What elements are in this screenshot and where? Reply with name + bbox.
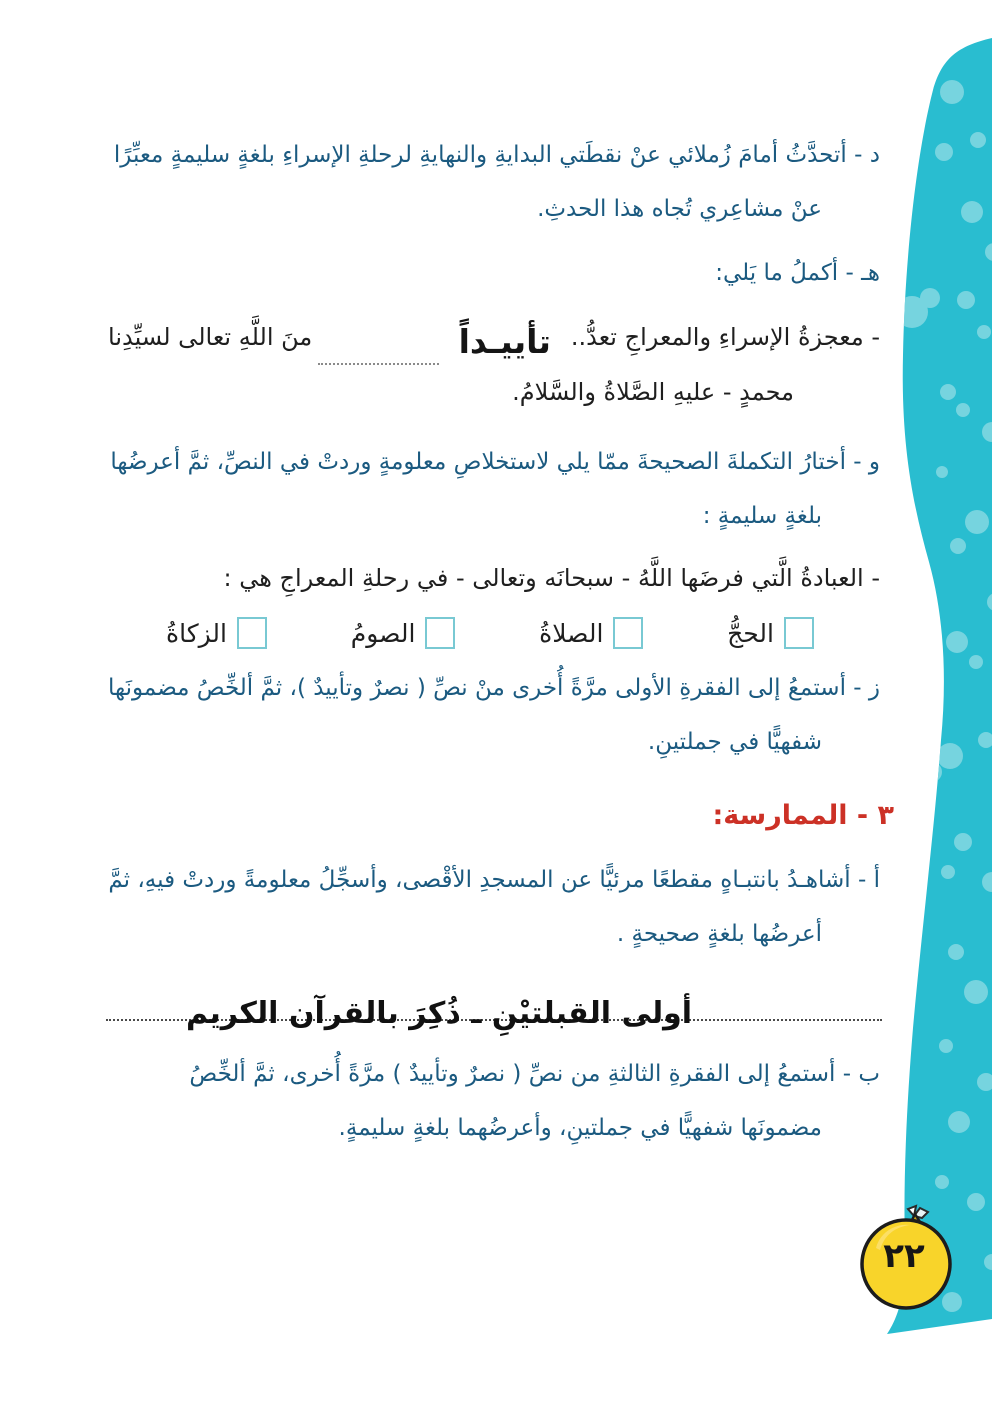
- checkbox-zakat[interactable]: [237, 617, 267, 649]
- exercise-item-h: [108, 246, 880, 300]
- item-marker-d: د -: [854, 142, 880, 168]
- written-answer-handwritten: أولى القبلتيْنِ ـ ذُكِرَ بالقرآن الكريم: [185, 995, 693, 1031]
- practice-section-heading: ٣ - الممارسة:: [712, 800, 894, 832]
- item-marker-h: هـ -: [845, 260, 880, 287]
- choice-option-sawm[interactable]: [351, 617, 456, 649]
- page-number: ٢٢: [883, 1236, 925, 1276]
- exercise-item-w: [108, 435, 880, 543]
- choice-question-prompt: - العبادةُ الَّتي فرضَها اللَّهُ - سبحانَه وتعالى - في رحلةِ المعراجِ هي :: [223, 563, 880, 592]
- exercise-item-d: [108, 128, 880, 236]
- written-answer-line: [108, 971, 880, 1035]
- completion-after: منَ اللَّهِ تعالى لسيِّدِنا: [108, 323, 313, 352]
- exercise-item-b: [108, 1047, 880, 1155]
- item-text-z: أستمعُ إلى الفقرةِ الأولى مرَّةً أُخرى منْ نصِّ ( نصرٌ وتأييدٌ )، ثمَّ ألخِّصُ مضمونَها شفهيًّا في جملتينِ.: [108, 675, 846, 756]
- item-marker-a: أ -: [857, 866, 880, 893]
- checkbox-label-salah: الصلاةُ: [539, 618, 604, 648]
- choice-options-row: [108, 611, 880, 651]
- completion-sentence: [108, 310, 880, 420]
- choice-option-zakat[interactable]: [166, 617, 267, 649]
- item-text-w: أختارُ التكملةَ الصحيحةَ ممّا يلي لاستخلاصِ معلومةٍ وردتْ في النصِّ، ثمَّ أعرضُها بلغةٍ سليمةٍ :: [110, 448, 846, 529]
- choice-option-salah[interactable]: [539, 617, 643, 649]
- completion-line2: محمدٍ - عليهِ الصَّلاةُ والسَّلامُ.: [512, 378, 794, 407]
- checkbox-label-hajj: الحجُّ: [727, 618, 774, 648]
- answer-blank-dots[interactable]: [318, 325, 438, 365]
- item-text-a: أشاهـدُ بانتبـاهٍ مقطعًا مرئيًّا عن المسجدِ الأقْصى، وأسجِّلُ معلومةً وردتْ فيهِ، ثمَّ أعرضُها بلغةٍ صحيحةٍ .: [108, 866, 851, 947]
- completion-answer-handwritten: تأييـداً: [458, 322, 551, 362]
- item-text-h: أكملُ ما يَلي:: [715, 260, 839, 287]
- item-text-b: أستمعُ إلى الفقرةِ الثالثةِ من نصِّ ( نصرٌ وتأييدٌ ) مرَّةً أُخرى، ثمَّ ألخِّصُ مضمونَها شفهيًّا في جملتينِ، وأعرضُهما بلغةٍ سليمةٍ.: [189, 1060, 836, 1142]
- checkbox-sawm[interactable]: [425, 617, 455, 649]
- item-marker-w: و -: [853, 448, 880, 475]
- item-marker-b: ب -: [842, 1060, 880, 1087]
- checkbox-salah-checked[interactable]: [613, 617, 643, 649]
- checkbox-label-sawm: الصومُ: [350, 618, 416, 648]
- exercise-item-z: [108, 661, 880, 769]
- checkbox-hajj[interactable]: [784, 617, 814, 649]
- page-content: [108, 128, 894, 1165]
- item-marker-z: ز -: [853, 675, 880, 701]
- completion-before: - معجزةُ الإسراءِ والمعراجِ تعدُّ..: [570, 323, 880, 352]
- item-text-d: أتحدَّثُ أمامَ زُملائي عنْ نقطَتي البدايةِ والنهايةِ لرحلةِ الإسراءِ بلغةٍ سليمةٍ معبِّرًا عنْ مشاعِري تُجاه هذا الحدثِ.: [113, 142, 847, 223]
- wave-shape: [887, 38, 992, 1334]
- choice-option-hajj[interactable]: [727, 617, 814, 649]
- page-number-balloon: [858, 1204, 958, 1314]
- checkbox-label-zakat: الزكاةُ: [166, 618, 227, 648]
- exercise-item-a: [108, 853, 880, 961]
